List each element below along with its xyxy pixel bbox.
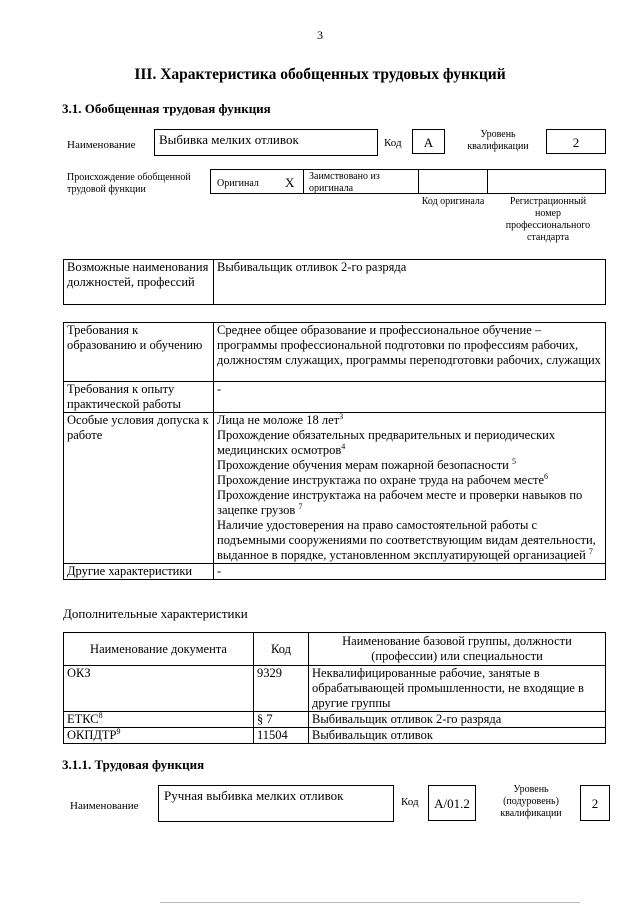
borrowed-label: Заимствовано из оригинала [309, 171, 380, 194]
row-name: Выбивальщик отливок 2-го разряда [309, 712, 606, 728]
gtf-code-label: Код [384, 137, 402, 149]
header-doc: Наименование документа [64, 633, 254, 666]
condition-item: Лица не моложе 18 лет$^3$ [217, 411, 344, 427]
header-name: Наименование базовой группы, должности (профессии) или специальности [309, 633, 606, 666]
conditions-list [214, 413, 606, 564]
requirements-table [63, 322, 606, 580]
orig-code-label: Код оригинала [421, 196, 485, 207]
tf-title: 3.1.1. Трудовая функция [62, 757, 205, 772]
tf-name-label: Наименование [70, 800, 139, 812]
positions-label: Возможные наименования должностей, профессий [64, 260, 214, 305]
additional-title: Дополнительные характеристики [63, 606, 248, 621]
experience-label: Требования к опыту практической работы [64, 382, 214, 413]
row-code: 9329 [254, 666, 309, 712]
gtf-code-field: А [412, 129, 445, 154]
origin-label: Происхождение обобщенной трудовой функции [67, 172, 191, 195]
tf-code-label: Код [401, 796, 419, 808]
conditions-label: Особые условия допуска к работе [64, 413, 214, 564]
positions-table [63, 259, 606, 305]
condition-item: Прохождение обучения мерам пожарной безопасности $^5$ [217, 456, 516, 472]
gtf-level-label: Уровень квалификации [467, 129, 529, 152]
gtf-level-field: 2 [546, 129, 606, 154]
original-mark: X [285, 175, 295, 190]
tf-level-label: Уровень (подуровень) квалификации [500, 784, 562, 819]
additional-table [63, 632, 606, 744]
row-doc: ОКПДТР$^9$ [64, 728, 254, 744]
origin-table [210, 169, 606, 194]
education-value: Среднее общее образование и профессиональное обучение – программы профессиональной подготовки по профессиям рабочих, должностям служащих, программы переподготовки рабочих, служащих [214, 323, 606, 382]
row-doc: ЕТКС$^8$ [64, 712, 254, 728]
condition-item: Наличие удостоверения на право самостоятельной работы с подъемными сооружениями по соответствующим видам деятельности, выданное в порядке, установленном эксплуатирующей организацией $^7$ [217, 518, 596, 562]
section-title: III. Характеристика обобщенных трудовых функций [134, 66, 506, 83]
positions-value: Выбивальщик отливок 2-го разряда [214, 260, 606, 305]
other-value: - [214, 564, 606, 580]
header-code: Код [254, 633, 309, 666]
tf-level-field: 2 [580, 785, 610, 821]
page-number: 3 [317, 28, 323, 42]
condition-item: Прохождение обязательных предварительных и периодических медицинских осмотров$^4$ [217, 428, 556, 457]
table-row [64, 712, 606, 728]
row-code: 11504 [254, 728, 309, 744]
subsection-title: 3.1. Обобщенная трудовая функция [62, 101, 271, 116]
condition-item: Прохождение инструктажа на рабочем месте и проверки навыков по зацепке грузов $^7$ [217, 488, 583, 517]
tf-code-field: А/01.2 [428, 785, 476, 821]
row-doc: ОКЗ [64, 666, 254, 712]
condition-item: Прохождение инструктажа по охране труда на рабочем месте$^6$ [217, 471, 549, 487]
gtf-name-label: Наименование [67, 139, 136, 151]
other-label: Другие характеристики [64, 564, 214, 580]
gtf-name-field: Выбивка мелких отливок [154, 129, 378, 156]
table-row [64, 728, 606, 744]
origin-divider [418, 170, 419, 193]
tf-name-field: Ручная выбивка мелких отливок [158, 785, 394, 822]
origin-divider [303, 170, 304, 193]
row-name: Выбивальщик отливок [309, 728, 606, 744]
row-code: § 7 [254, 712, 309, 728]
education-label: Требования к образованию и обучению [64, 323, 214, 382]
original-label: Оригинал [217, 178, 259, 189]
row-name: Неквалифицированные рабочие, занятые в обрабатывающей промышленности, не входящие в другие группы [309, 666, 606, 712]
bottom-rule [160, 902, 580, 903]
experience-value: - [214, 382, 606, 413]
origin-divider [487, 170, 488, 193]
reg-number-label: Регистрационный номер профессионального стандарта [505, 196, 591, 243]
table-row [64, 666, 606, 712]
